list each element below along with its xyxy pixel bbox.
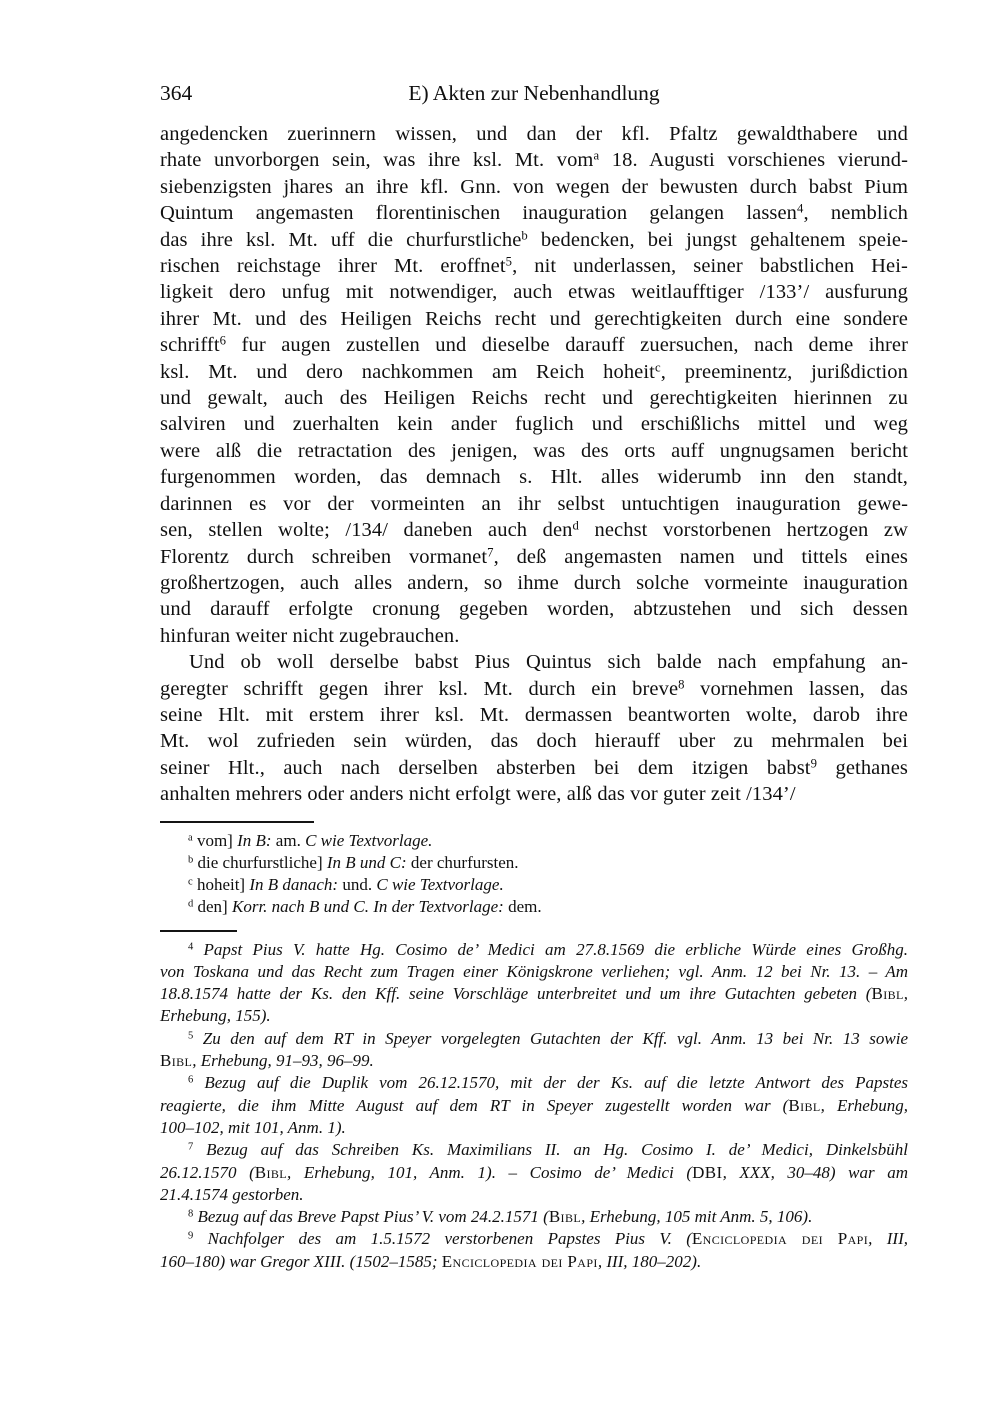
body-line: rischen reichstage ihrer Mt. eroffnet$^5$, nit underlassen, seiner babstlichen Hei- bbox=[160, 254, 908, 278]
body-line: sen, stellen wolte; /134/ daneben auch den$^d$ nechst vorstorbenen hertzogen zw bbox=[160, 518, 908, 542]
body-line: were alß die retractation des jenigen, was des orts auff ungnugsamen bericht bbox=[160, 439, 908, 462]
footnote-line: 18.8.1574 hatte der Ks. den Kff. seine Vorschläge unterbreitet und um ihre Gutachten gebeten (Bibl, bbox=[160, 984, 908, 1004]
running-header bbox=[160, 80, 908, 106]
body-line: ksl. Mt. und dero nachkommen am Reich hoheit$^c$, preeminentz, jurißdiction bbox=[160, 360, 908, 383]
body-line: das ihre ksl. Mt. uff die churfurstliche$^b$ bedencken, bei jungst gehaltenem speie- bbox=[160, 228, 908, 251]
body-line: Florentz durch schreiben vormanet$^7$, deß angemasten namen und tittels eines bbox=[160, 545, 908, 568]
apparatus-note: $^d$ den] Korr. nach B und C. In der Textvorlage: dem. bbox=[188, 896, 542, 916]
body-line: rhate unvorborgen sein, was ihre ksl. Mt. vom$^a$ 18. Augusti vorschienes vierund- bbox=[160, 149, 908, 172]
body-line: furgenommen worden, das demnach s. Hlt. alles widerumb inn den standt, bbox=[160, 466, 908, 489]
body-line: siebenzigsten jhares an ihre kfl. Gnn. von wegen der bewusten durch babst Pium bbox=[160, 175, 908, 198]
running-header-title: E) Akten zur Nebenhandlung bbox=[408, 81, 660, 105]
footnote-marker: 6 bbox=[188, 1075, 194, 1087]
footnote-marker: c bbox=[188, 876, 193, 888]
footnote-marker: a bbox=[593, 149, 600, 164]
footnote-line: $^7$ Bezug auf das Schreiben Ks. Maximilians II. an Hg. Cosimo I. de’ Medici, Dinkelsbühl bbox=[188, 1140, 908, 1160]
page-number: 364 bbox=[160, 81, 193, 105]
apparatus-note: $^c$ hoheit] In B danach: und. C wie Textvorlage. bbox=[188, 874, 504, 894]
apparatus-note: $^b$ die churfurstliche] In B und C: der churfursten. bbox=[188, 852, 519, 872]
body-line: darinnen es vor der vormeinten an ihr selbst untuchtigen inauguration gewe- bbox=[160, 492, 908, 515]
footnote-marker: c bbox=[654, 360, 661, 375]
body-line: Quintum angemasten florentinischen inauguration gelangen lassen$^4$, nemblich bbox=[160, 201, 908, 225]
footnote-line: $^4$ Papst Pius V. hatte Hg. Cosimo de’ Medici am 27.8.1569 die erbliche Würde eines Großhg. bbox=[188, 939, 908, 959]
body-line: und darauff erfolgte cronung gegeben worden, abtzustehen und sich dessen bbox=[160, 598, 908, 621]
footnote-marker: b bbox=[521, 228, 528, 243]
footnote-separator-rule bbox=[160, 930, 237, 932]
footnote-line: 160–180) war Gregor XIII. (1502–1585; Enciclopedia dei Papi, III, 180–202). bbox=[160, 1251, 702, 1271]
footnote-marker: 8 bbox=[188, 1208, 194, 1220]
footnote-marker: 9 bbox=[810, 756, 818, 771]
body-line: hinfuran weiter nicht zugebrauchen. bbox=[160, 624, 460, 647]
body-line: angedencken zuerinnern wissen, und dan der kfl. Pfaltz gewaldthabere und bbox=[160, 123, 908, 145]
footnote-marker: a bbox=[188, 832, 193, 844]
body-line: ihrer Mt. und des Heiligen Reichs recht und gerechtigkeiten durch eine sondere bbox=[160, 307, 908, 330]
body-line: und gewalt, auch des Heiligen Reichs recht und gerechtigkeiten hierinnen zu bbox=[160, 387, 908, 410]
body-line: seiner Hlt., auch nach derselben absterben bei dem itzigen babst$^9$ gethanes bbox=[160, 756, 908, 779]
body-line: seine Hlt. mit erstem ihrer ksl. Mt. dermassen beantworten wolte, darob ihre bbox=[160, 703, 908, 726]
footnote-marker: d bbox=[572, 518, 579, 533]
footnote-line: 100–102, mit 101, Anm. 1). bbox=[160, 1117, 346, 1137]
text-block bbox=[160, 80, 908, 1273]
footnote-marker: 6 bbox=[219, 333, 227, 348]
footnote-line: $^5$ Zu den auf dem RT in Speyer vorgelegten Gutachten der Kff. vgl. Anm. 13 bei Nr. 13 sowie bbox=[188, 1028, 908, 1048]
footnote-marker: 5 bbox=[188, 1030, 194, 1042]
footnote-marker: 4 bbox=[188, 941, 194, 953]
body-line: Und ob woll derselbe babst Pius Quintus sich balde nach empfahung an- bbox=[189, 651, 908, 674]
footnote-line: $^8$ Bezug auf das Breve Papst Pius’ V. vom 24.2.1571 (Bibl, Erhebung, 105 mit Anm. 5, 106). bbox=[188, 1207, 813, 1227]
body-line: Mt. wol zufrieden sein würden, das doch hierauff uber zu mehrmalen bei bbox=[160, 730, 908, 753]
footnote-line: Bibl, Erhebung, 91–93, 96–99. bbox=[160, 1051, 374, 1071]
footnote-line: von Toskana und das Recht zum Tragen einer Königskrone verliehen; vgl. Anm. 12 bei Nr. 13. – Am bbox=[160, 961, 908, 981]
footnote-line: reagierte, die ihm Mitte August auf dem RT in Speyer zugestellt worden war (Bibl, Erhebung, bbox=[160, 1095, 908, 1115]
footnote-marker: 7 bbox=[188, 1141, 194, 1153]
footnote-marker: b bbox=[188, 854, 194, 866]
body-text bbox=[160, 121, 908, 808]
footnote-marker: 8 bbox=[678, 677, 685, 692]
footnote-marker: 7 bbox=[487, 545, 494, 560]
body-line: ligkeit dero unfug mit notwendiger, auch etwas weitlaufftiger /133’/ ausfurung bbox=[160, 281, 908, 304]
apparatus-separator-rule bbox=[160, 821, 314, 823]
footnote-section bbox=[160, 939, 908, 1273]
footnote-marker: d bbox=[188, 898, 194, 910]
body-line: geregter schrifft gegen ihrer ksl. Mt. durch ein breve$^8$ vornehmen lassen, das bbox=[160, 677, 908, 700]
footnote-line: 21.4.1574 gestorben. bbox=[160, 1184, 304, 1204]
footnote-line: $^6$ Bezug auf die Duplik vom 26.12.1570, mit der der Ks. auf die letzte Antwort des Papstes bbox=[188, 1073, 908, 1093]
body-line: schrifft$^6$ fur augen zustellen und dieselbe darauff zuersuchen, nach deme ihrer bbox=[160, 333, 908, 357]
critical-apparatus bbox=[160, 830, 908, 918]
apparatus-note: $^a$ vom] In B: am. C wie Textvorlage. bbox=[188, 830, 433, 850]
footnote-marker: 5 bbox=[505, 254, 513, 269]
body-line: salviren und zuerhalten kein ander fuglich und erschißlichs mittel und weg bbox=[160, 413, 908, 436]
body-line: großhertzogen, auch alles andern, so ihme durch solche vormeinte inauguration bbox=[160, 571, 908, 594]
footnote-line: Erhebung, 155). bbox=[160, 1006, 271, 1026]
footnote-marker: 9 bbox=[188, 1231, 194, 1243]
body-line: anhalten mehrers oder anders nicht erfolgt were, alß das vor guter zeit /134’/ bbox=[160, 783, 796, 806]
footnote-line: 26.12.1570 (Bibl, Erhebung, 101, Anm. 1). – Cosimo de’ Medici (DBI, XXX, 30–48) war am bbox=[160, 1162, 909, 1182]
footnote-marker: 4 bbox=[797, 201, 804, 216]
footnote-line: $^9$ Nachfolger des am 1.5.1572 verstorbenen Papstes Pius V. (Enciclopedia dei Papi, III, bbox=[188, 1229, 908, 1249]
